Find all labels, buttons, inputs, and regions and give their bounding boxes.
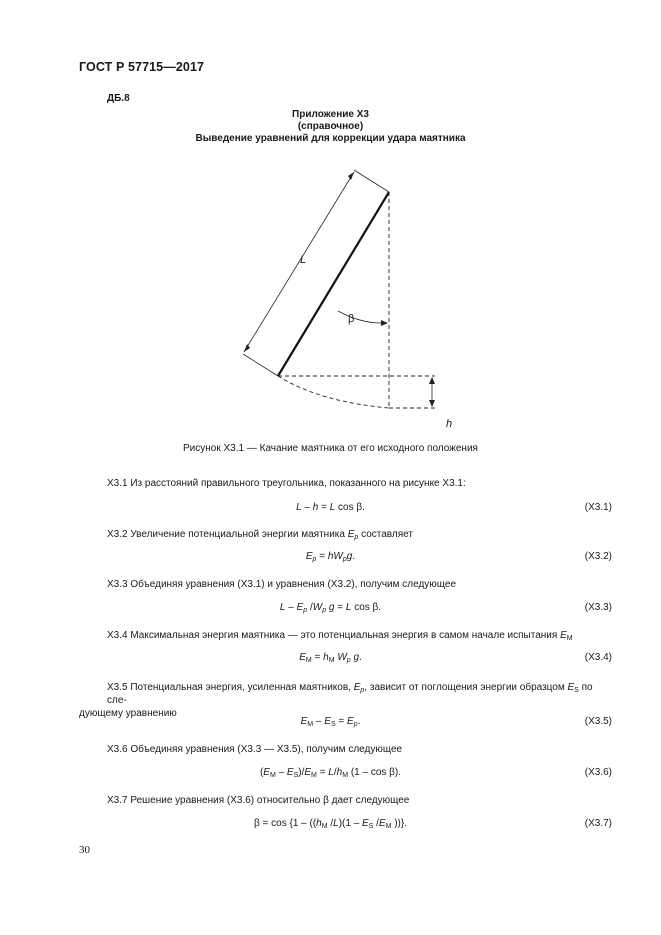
section-x3-2: Х3.2 Увеличение потенциальной энергии маятника $E_p$ составляет xyxy=(107,529,413,541)
equation-number-x3-3: (Х3.3) xyxy=(584,602,612,613)
extension-line-top xyxy=(354,170,389,192)
section-x3-3: Х3.3 Объединяя уравнения (Х3.1) и уравнения (Х3.2), получим следующее xyxy=(107,579,457,590)
section-x3-4: Х3.4 Максимальная энергия маятника — это потенциальная энергия в самом начале испытания $E_M$ xyxy=(107,630,573,642)
equation-x3-5: $E_M - E_S = E_p$. xyxy=(300,716,361,728)
section-x3-7: Х3.7 Решение уравнения (Х3.6) относительно β дает следующее xyxy=(107,795,410,806)
equation-number-x3-1: (Х3.1) xyxy=(584,502,612,513)
pendulum-arm xyxy=(278,192,389,376)
section-x3-5-b: , зависит от поглощения энергии образцом xyxy=(364,682,565,693)
equation-number-x3-4: (Х3.4) xyxy=(584,652,612,663)
section-x3-1: Х3.1 Из расстояний правильного треугольника, показанного на рисунке Х3.1: xyxy=(107,478,466,489)
appendix-title: Приложение Х3 xyxy=(292,109,369,120)
section-x3-2-text: Х3.2 Увеличение потенциальной энергии маятника xyxy=(107,529,345,540)
label-beta: β xyxy=(348,313,355,325)
figure-caption: Рисунок Х3.1 — Качание маятника от его исходного положения xyxy=(183,443,478,454)
section-x3-2-tail: составляет xyxy=(361,529,413,540)
section-x3-6: Х3.6 Объединяя уравнения (Х3.3 — Х3.5), получим следующее xyxy=(107,744,403,755)
section-x3-5: Х3.5 Потенциальная энергия, усиленная маятников, $E_p$, зависит от поглощения энергии образцом $E_S$ по сле- дующему уравнению xyxy=(79,682,593,719)
appendix-heading: Выведение уравнений для коррекции удара маятника xyxy=(195,133,466,144)
equation-number-x3-2: (Х3.2) xyxy=(584,551,612,562)
section-tag: ДБ.8 xyxy=(107,93,130,104)
equation-number-x3-7: (Х3.7) xyxy=(584,818,612,829)
dimension-line-L xyxy=(244,172,354,352)
section-x3-5-c: по сле- xyxy=(107,682,593,706)
equation-x3-7: $\beta = \cos \{1 - ((h_M$ $/L)(1 - E_S$ $/E_M$ ))}. xyxy=(253,818,408,830)
equation-x3-4: $E_M = h_M$ $W_p$ g. xyxy=(299,652,362,664)
extension-line-bottom xyxy=(243,354,278,376)
page-number: 30 xyxy=(79,844,90,856)
appendix-subtitle: (справочное) xyxy=(297,121,364,132)
equation-x3-3: L – $E_p$ $/W_p$ g = L cos β. xyxy=(279,602,382,614)
swing-arc xyxy=(278,376,389,408)
dimension-arrow-top xyxy=(348,172,354,180)
angle-arrow xyxy=(381,320,388,326)
equation-number-x3-6: (Х3.6) xyxy=(584,767,612,778)
label-L: L xyxy=(300,254,307,266)
equation-number-x3-5: (Х3.5) xyxy=(584,716,612,727)
section-x3-5-a: Х3.5 Потенциальная энергия, усиленная маятников, xyxy=(107,682,351,693)
angle-arc xyxy=(338,311,385,323)
section-x3-5-d: дующему уравнению xyxy=(79,708,177,719)
equation-x3-2: $E_p = hW_pg$. xyxy=(305,551,356,563)
h-arrow-top xyxy=(429,377,435,384)
document-header: ГОСТ Р 57715—2017 xyxy=(79,60,205,74)
label-h: h xyxy=(446,418,453,430)
equation-x3-6: $(E_M - E_S)/E_M = L/h_M$ (1 – cos β). xyxy=(259,767,402,779)
equation-x3-1: L – h = L cos β. xyxy=(296,502,365,513)
h-arrow-bottom xyxy=(429,400,435,407)
dimension-arrow-bottom xyxy=(244,344,250,352)
section-x3-4-text: Х3.4 Максимальная энергия маятника — это потенциальная энергия в самом начале испытания xyxy=(107,630,558,641)
